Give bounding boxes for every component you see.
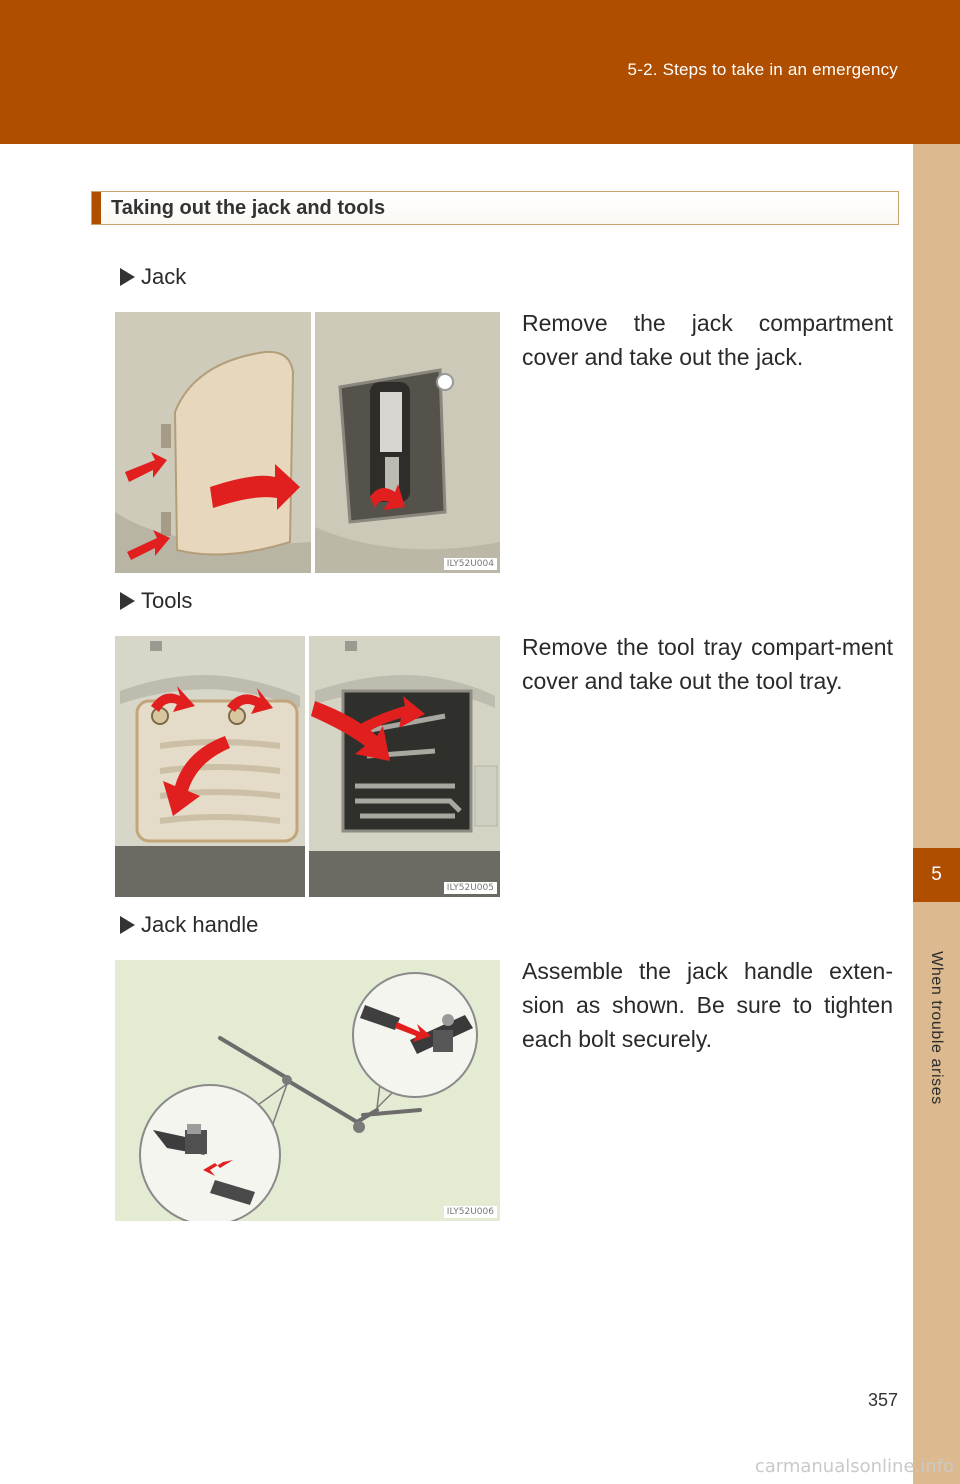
item-label: Tools <box>141 588 193 613</box>
figure-code: ILY52U006 <box>444 1206 497 1218</box>
section-heading <box>91 191 899 225</box>
bullet-triangle-icon <box>120 592 135 610</box>
item-label: Jack <box>141 264 187 289</box>
chapter-number-badge: 5 <box>913 848 960 902</box>
bullet-triangle-icon <box>120 916 135 934</box>
item-jack-label <box>120 264 186 290</box>
item-tools-description: Remove the tool tray compart-ment cover and take out the tool tray. <box>522 634 893 694</box>
figure-code: ILY52U004 <box>444 558 497 570</box>
item-jack-description: Remove the jack compartment cover and take out the jack. <box>522 310 893 370</box>
section-heading-accent-bar <box>92 192 101 224</box>
item-tools-label <box>120 588 192 614</box>
chapter-label: When trouble arises <box>928 951 945 1105</box>
bullet-triangle-icon <box>120 268 135 286</box>
chapter-side-tab <box>913 144 960 1484</box>
jack-compartment-figure <box>115 312 500 573</box>
tool-tray-figure <box>115 636 500 897</box>
section-breadcrumb: 5-2. Steps to take in an emergency <box>627 60 898 79</box>
figure-code: ILY52U005 <box>444 882 497 894</box>
item-label: Jack handle <box>141 912 259 937</box>
item-jack-handle-label <box>120 912 258 938</box>
jack-handle-figure <box>115 960 500 1221</box>
item-jack-handle-description: Assemble the jack handle exten-sion as shown. Be sure to tighten each bolt securely. <box>522 958 893 1052</box>
section-title: Taking out the jack and tools <box>111 197 386 219</box>
page-number: 357 <box>867 1390 898 1410</box>
watermark: carmanualsonline.info <box>754 1456 954 1477</box>
